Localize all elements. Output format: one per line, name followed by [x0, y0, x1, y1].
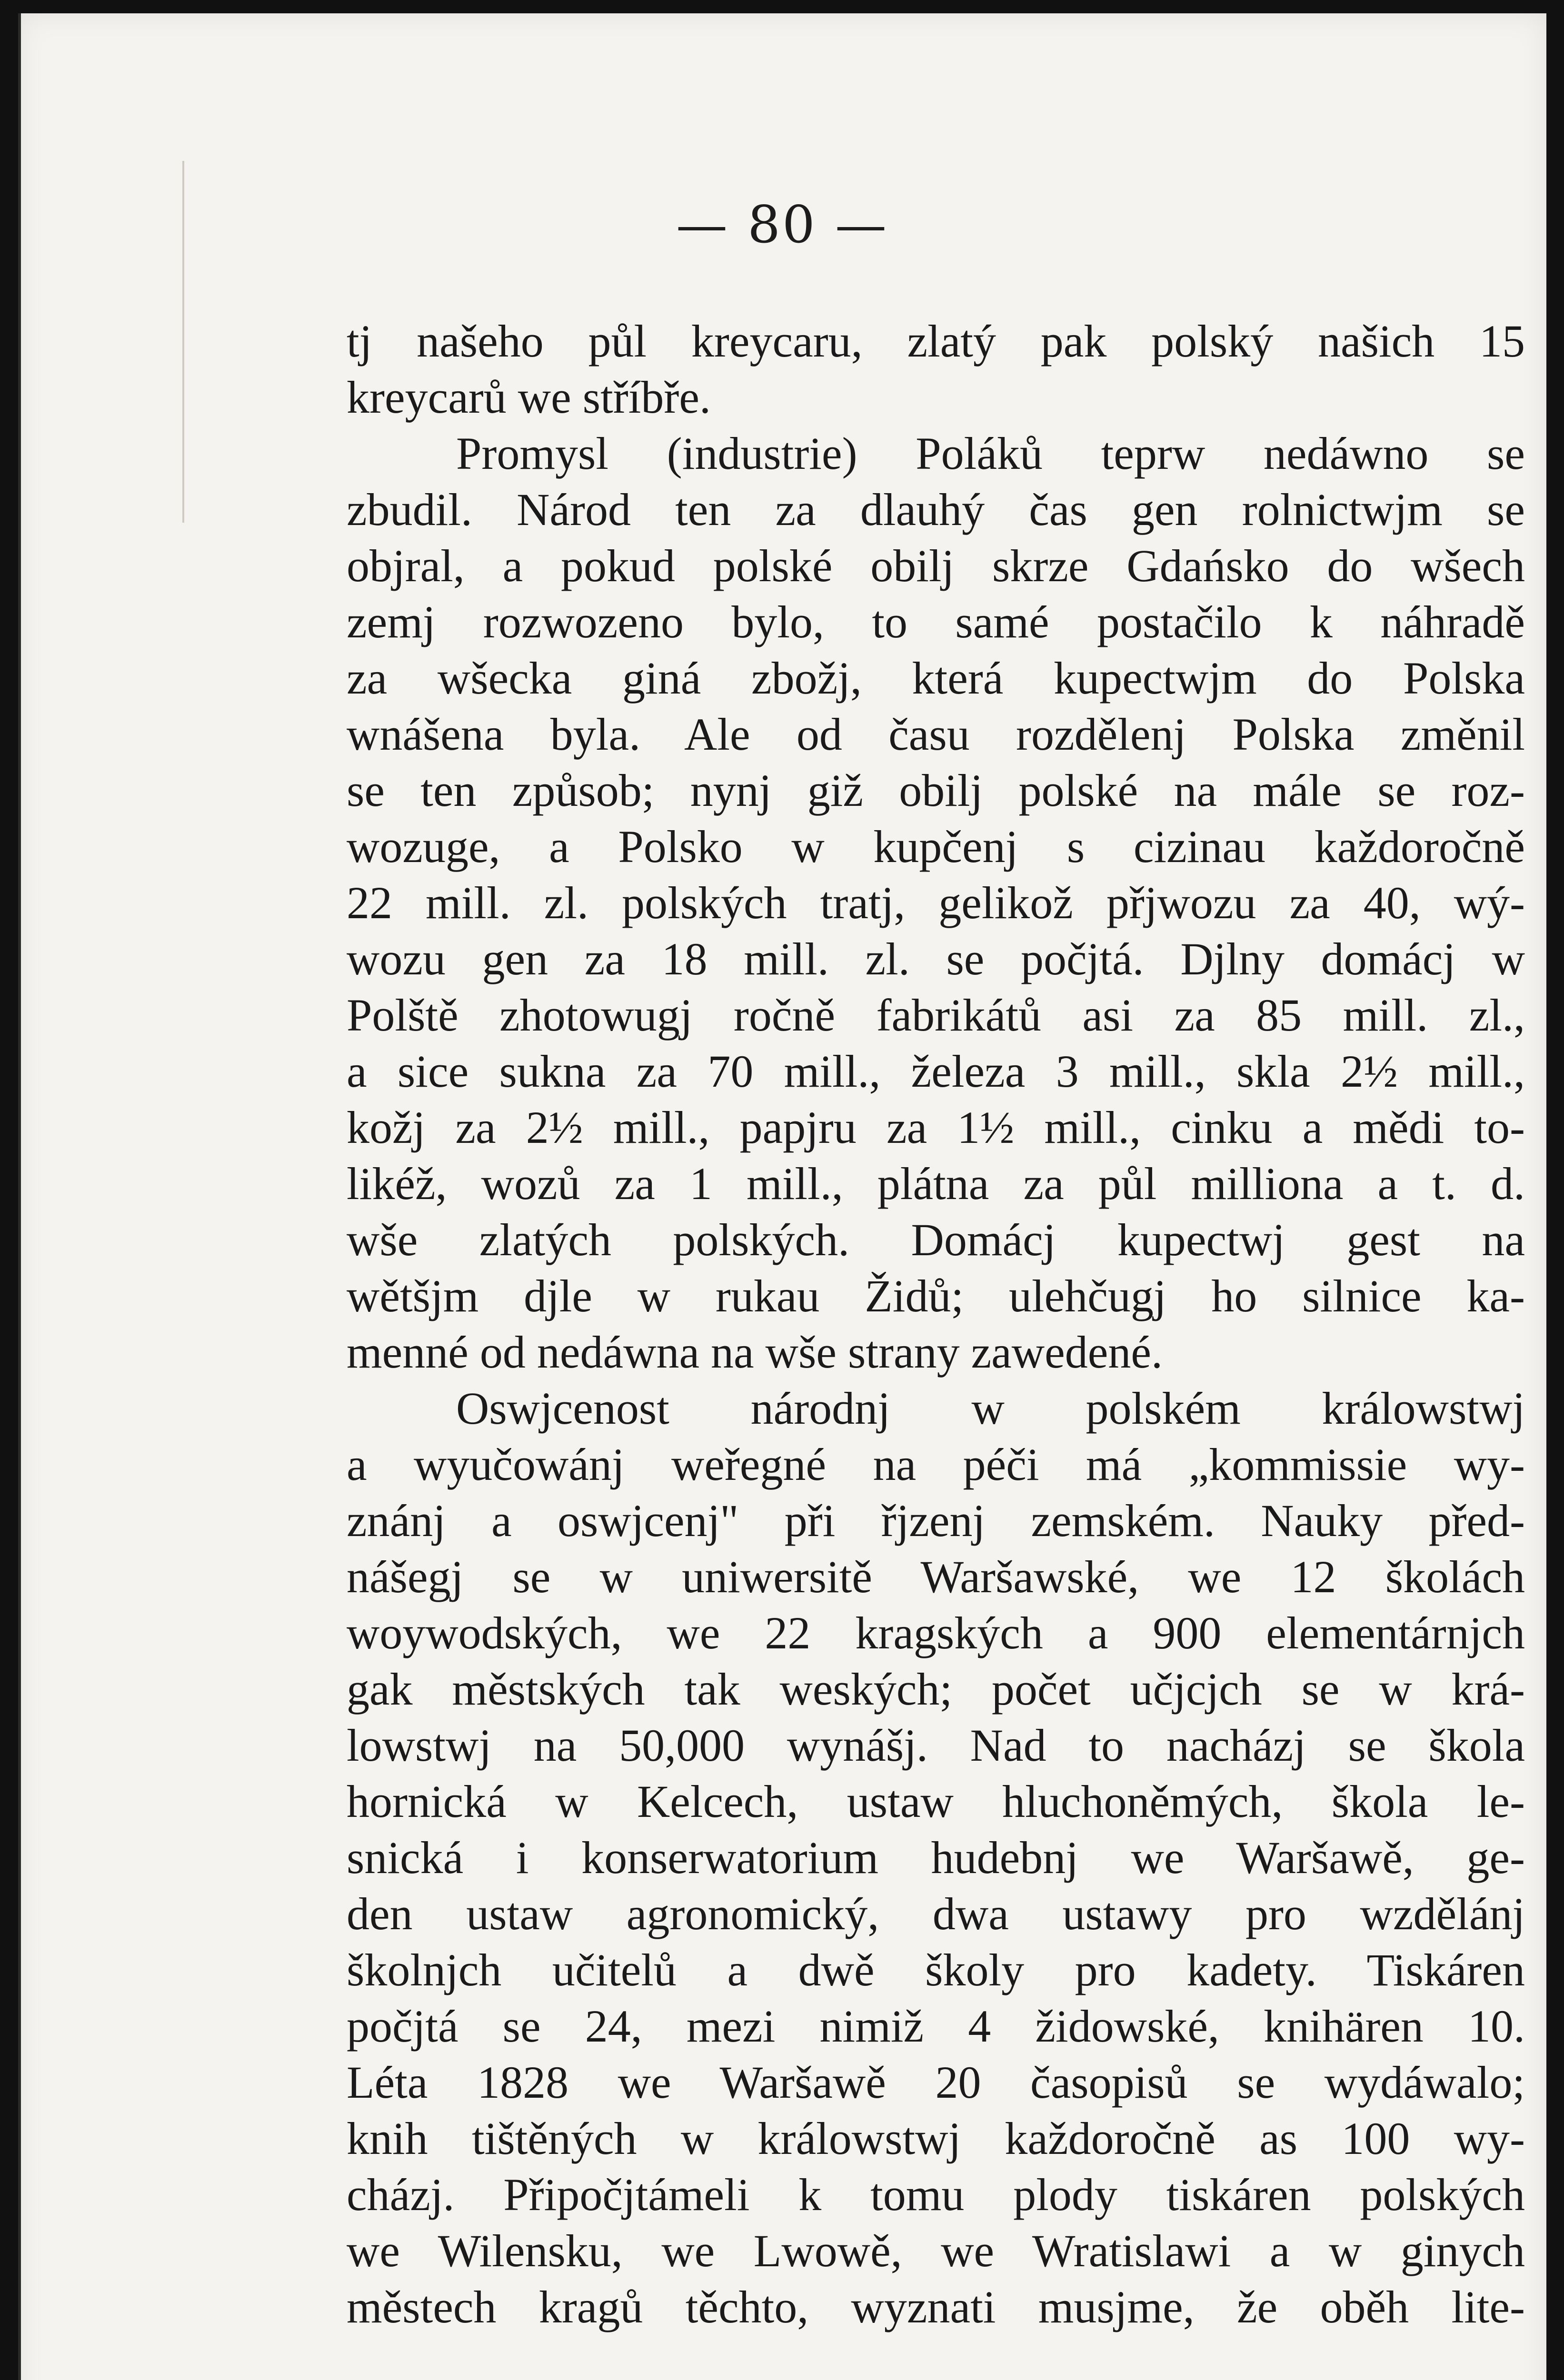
- text-line: znánj a oswjcenj" při řjzenj zemském. Nauky před-: [347, 1495, 1525, 1546]
- text-line: a sice sukna za 70 mill., železa 3 mill., skla 2½ mill.,: [347, 1046, 1525, 1097]
- paragraph-start-line: Promysl (industrie) Poláků teprw nedáwno se: [456, 428, 1525, 479]
- text-line: woywodských, we 22 kragských a 900 elementárnjch: [347, 1607, 1525, 1658]
- text-line: hornická w Kelcech, ustaw hluchoněmých, škola le-: [347, 1776, 1525, 1827]
- text-line: tj našeho půl kreycaru, zlatý pak polský našich 15: [347, 316, 1525, 367]
- text-line: a wyučowánj weřegné na péči má „kommissie wy-: [347, 1439, 1525, 1490]
- text-line: knih tištěných w králowstwj každoročně as 100 wy-: [347, 2113, 1525, 2164]
- book-page: [18, 13, 1546, 2380]
- text-line: we Wilensku, we Lwowě, we Wratislawi a w ginych: [347, 2225, 1525, 2276]
- text-line: wětšjm djle w rukau Židů; ulehčugj ho silnice ka-: [347, 1270, 1525, 1321]
- paragraph-start-line: Oswjcenost národnj w polském králowstwj: [456, 1383, 1525, 1434]
- text-line: snická i konserwatorium hudebnj we Waršawě, ge-: [347, 1832, 1525, 1883]
- text-line: wnášena byla. Ale od času rozdělenj Polska změnil: [347, 709, 1525, 760]
- text-line: objral, a pokud polské obilj skrze Gdańsko do wšech: [347, 540, 1525, 591]
- text-line: kreycarů we stříbře.: [347, 372, 711, 423]
- text-line: zemj rozwozeno bylo, to samé postačilo k náhradě: [347, 596, 1525, 647]
- page-number: — 80 —: [676, 195, 889, 255]
- text-line: lowstwj na 50,000 wynášj. Nad to nacházj se škola: [347, 1720, 1525, 1771]
- text-line: školnjch učitelů a dwě školy pro kadety. Tiskáren: [347, 1944, 1525, 1995]
- text-line: za wšecka giná zbožj, která kupectwjm do Polska: [347, 653, 1525, 704]
- text-line: wozu gen za 18 mill. zl. se počjtá. Djlny domácj w: [347, 933, 1525, 984]
- text-line: wozuge, a Polsko w kupčenj s cizinau každoročně: [347, 821, 1525, 872]
- text-line: se ten způsob; nynj giž obilj polské na mále se roz-: [347, 765, 1525, 816]
- page-edge: [18, 13, 21, 2380]
- text-line: cházj. Připočjtámeli k tomu plody tiskáren polských: [347, 2169, 1525, 2220]
- text-line: Polště zhotowugj ročně fabrikátů asi za 85 mill. zl.,: [347, 990, 1525, 1041]
- text-line: likéž, wozů za 1 mill., plátna za půl milliona a t. d.: [347, 1158, 1525, 1209]
- text-line: den ustaw agronomický, dwa ustawy pro wzdělánj: [347, 1888, 1525, 1939]
- text-line: menné od nedáwna na wše strany zawedené.: [347, 1327, 1163, 1378]
- text-line: 22 mill. zl. polských tratj, gelikož přjwozu za 40, wý-: [347, 877, 1525, 928]
- text-line: nášegj se w uniwersitě Waršawské, we 12 školách: [347, 1551, 1525, 1602]
- text-line: kožj za 2½ mill., papjru za 1½ mill., cinku a mědi to-: [347, 1102, 1525, 1153]
- text-line: wše zlatých polských. Domácj kupectwj gest na: [347, 1214, 1525, 1265]
- text-line: počjtá se 24, mezi nimiž 4 židowské, knihären 10.: [347, 2001, 1525, 2052]
- page-crease: [182, 161, 184, 523]
- text-line: městech kragů těchto, wyznati musjme, že oběh lite-: [347, 2281, 1525, 2332]
- text-line: zbudil. Národ ten za dlauhý čas gen rolnictwjm se: [347, 484, 1525, 535]
- page-body-text: [347, 313, 1525, 2335]
- text-line: Léta 1828 we Waršawě 20 časopisů se wydáwalo;: [347, 2057, 1525, 2108]
- text-line: gak městských tak weských; počet učjcjch se w krá-: [347, 1664, 1525, 1715]
